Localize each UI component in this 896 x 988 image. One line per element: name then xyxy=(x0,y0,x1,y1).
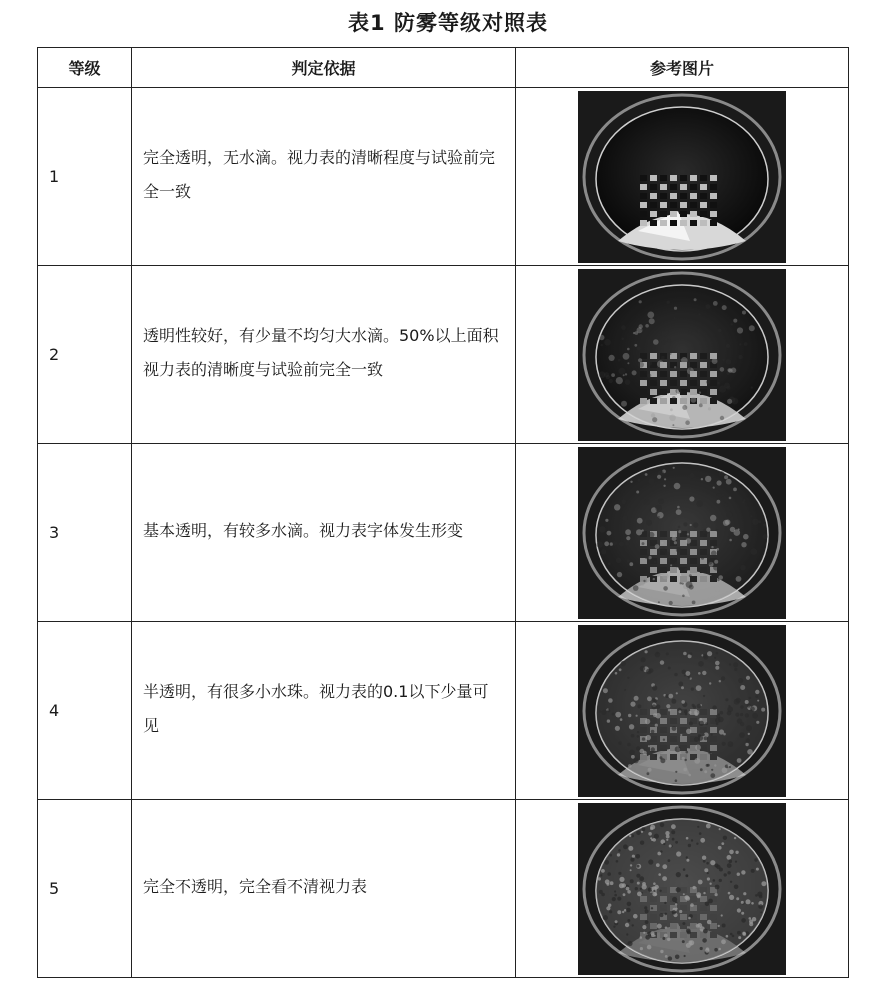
table-row xyxy=(38,266,849,444)
basis-cell: 透明性较好，有少量不均匀大水滴。50%以上面积视力表的清晰度与试验前完全一致 xyxy=(132,266,516,444)
fog-test-photo xyxy=(578,91,786,263)
reference-image-cell xyxy=(516,88,849,266)
level-cell: 1 xyxy=(38,88,132,266)
table-row xyxy=(38,444,849,622)
level-cell: 4 xyxy=(38,622,132,800)
header-level: 等级 xyxy=(38,48,132,88)
reference-image-cell xyxy=(516,622,849,800)
reference-image-cell xyxy=(516,266,849,444)
header-reference-image: 参考图片 xyxy=(516,48,849,88)
basis-cell: 完全透明，无水滴。视力表的清晰程度与试验前完全一致 xyxy=(132,88,516,266)
level-cell: 5 xyxy=(38,800,132,978)
basis-cell: 完全不透明，完全看不清视力表 xyxy=(132,800,516,978)
table-row xyxy=(38,88,849,266)
basis-cell: 基本透明，有较多水滴。视力表字体发生形变 xyxy=(132,444,516,622)
fog-test-photo xyxy=(578,447,786,619)
fog-test-photo xyxy=(578,269,786,441)
reference-image-cell xyxy=(516,800,849,978)
level-cell: 3 xyxy=(38,444,132,622)
table-title: 表1 防雾等级对照表 xyxy=(348,11,548,35)
table-row xyxy=(38,622,849,800)
header-row xyxy=(38,48,849,88)
fog-test-photo xyxy=(578,625,786,797)
basis-cell: 半透明，有很多小水珠。视力表的0.1以下少量可见 xyxy=(132,622,516,800)
anti-fog-grade-table xyxy=(37,47,849,978)
fog-test-photo xyxy=(578,803,786,975)
table-row xyxy=(38,800,849,978)
level-cell: 2 xyxy=(38,266,132,444)
header-basis: 判定依据 xyxy=(132,48,516,88)
reference-image-cell xyxy=(516,444,849,622)
